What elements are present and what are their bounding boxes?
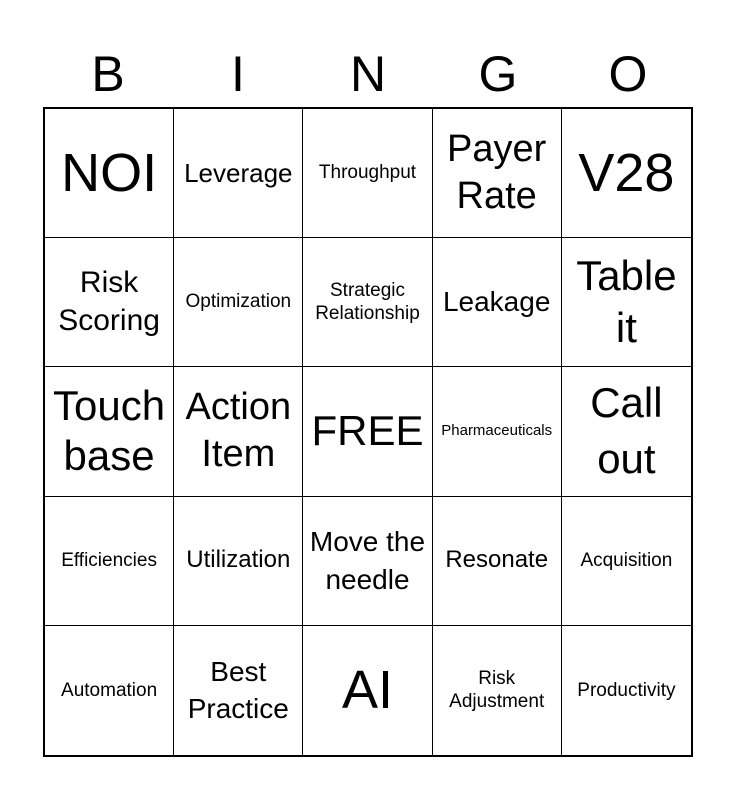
cell-label: Efficiencies: [61, 549, 157, 571]
header-letter-i: I: [231, 46, 245, 102]
cell-label: AI: [341, 660, 393, 721]
bingo-cell[interactable]: [562, 238, 691, 367]
bingo-cell[interactable]: [45, 626, 174, 755]
cell-label: NOI: [61, 142, 158, 203]
cell-label: Utilization: [186, 546, 291, 574]
bingo-cell[interactable]: [174, 109, 303, 238]
cell-label: Move the needle: [309, 525, 426, 595]
bingo-cell[interactable]: [562, 367, 691, 496]
cell-label: Touch base: [53, 382, 166, 480]
header-letter-n: N: [349, 46, 387, 102]
cell-label: Best Practice: [187, 655, 289, 725]
cell-label: Risk Scoring: [58, 265, 160, 338]
bingo-cell[interactable]: [433, 109, 562, 238]
cell-label: Leverage: [184, 157, 293, 188]
bingo-cell[interactable]: [303, 109, 432, 238]
bingo-board: [43, 107, 693, 757]
bingo-cell[interactable]: [433, 367, 562, 496]
header-letter-b: B: [91, 46, 125, 102]
bingo-cell[interactable]: [433, 626, 562, 755]
bingo-cell[interactable]: [45, 109, 174, 238]
cell-label: Pharmaceuticals: [441, 422, 553, 440]
bingo-cell[interactable]: [303, 367, 432, 496]
header-letter-o: O: [608, 46, 648, 102]
bingo-cell[interactable]: [303, 497, 432, 626]
bingo-cell[interactable]: [45, 497, 174, 626]
cell-label: Action Item: [185, 385, 292, 476]
cell-label: Acquisition: [580, 549, 673, 571]
bingo-cell[interactable]: [303, 238, 432, 367]
cell-label: Throughput: [318, 162, 417, 184]
cell-label: Resonate: [445, 546, 549, 574]
bingo-cell[interactable]: [45, 238, 174, 367]
header-letter-g: G: [478, 46, 518, 102]
bingo-cell[interactable]: [174, 367, 303, 496]
cell-label: Leakage: [442, 286, 551, 318]
bingo-cell[interactable]: [174, 497, 303, 626]
bingo-cell[interactable]: [433, 238, 562, 367]
cell-label: Optimization: [185, 291, 292, 313]
cell-label: Productivity: [577, 679, 676, 701]
bingo-cell[interactable]: [562, 109, 691, 238]
bingo-cell[interactable]: [174, 238, 303, 367]
cell-label: Automation: [61, 679, 158, 701]
cell-label: FREE: [311, 407, 424, 455]
bingo-header: [43, 40, 693, 108]
cell-label: Risk Adjustment: [449, 667, 545, 713]
bingo-cell[interactable]: [45, 367, 174, 496]
cell-label: Payer Rate: [447, 127, 547, 218]
bingo-cell[interactable]: [303, 626, 432, 755]
cell-label: Strategic Relationship: [315, 279, 420, 325]
bingo-cell[interactable]: [562, 497, 691, 626]
cell-label: Call out: [590, 378, 663, 483]
bingo-cell[interactable]: [174, 626, 303, 755]
bingo-cell[interactable]: [562, 626, 691, 755]
bingo-cell[interactable]: [433, 497, 562, 626]
cell-label: Table it: [576, 251, 677, 352]
cell-label: V28: [578, 142, 675, 203]
